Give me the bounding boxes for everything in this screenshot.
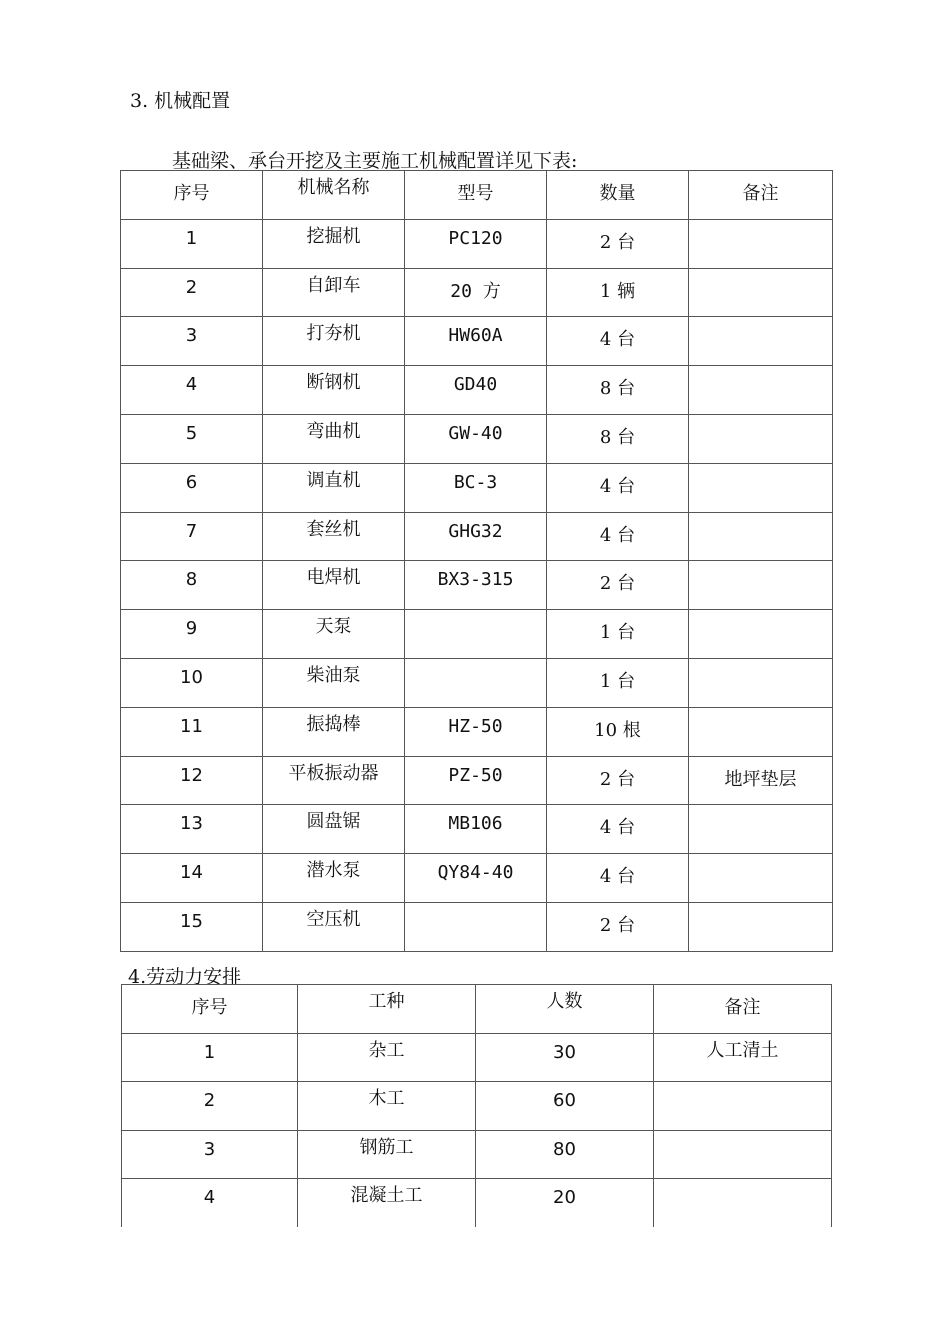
trade-name-cell: [298, 1179, 476, 1228]
row-number-cell: [121, 512, 263, 561]
table-row: [121, 561, 833, 610]
row-number: 4: [203, 1187, 216, 1208]
machine-note-cell: [689, 902, 833, 951]
column-header: 型号: [405, 171, 547, 220]
machine-quantity-cell: [547, 414, 689, 463]
table-row: [121, 268, 833, 317]
table-row: [122, 1082, 832, 1131]
machine-note: [689, 269, 832, 277]
machine-name-cell: [263, 756, 405, 805]
worker-count-cell: [476, 1082, 654, 1131]
row-number: 4: [185, 374, 198, 396]
machine-name: 振捣棒: [306, 713, 361, 735]
table-row: [121, 366, 833, 415]
machine-note-cell: [689, 707, 833, 756]
machine-note-cell: [689, 658, 833, 707]
labor-note: [654, 1179, 831, 1181]
machine-note: [689, 415, 832, 423]
column-header: 序号: [122, 985, 298, 1034]
row-number-cell: [121, 366, 263, 415]
table-row: [121, 902, 833, 951]
row-number: 1: [203, 1041, 216, 1063]
machine-quantity-cell: [547, 268, 689, 317]
machine-name-cell: [263, 854, 405, 903]
machine-note: 地坪垫层: [724, 768, 797, 790]
row-number-cell: [122, 1033, 298, 1082]
labor-note: 人工清土: [706, 1039, 779, 1061]
machine-name-cell: [263, 902, 405, 951]
worker-count-cell: [476, 1033, 654, 1082]
row-number-cell: [121, 756, 263, 805]
machine-model-cell: [405, 658, 547, 707]
machine-note-cell: [689, 854, 833, 903]
machine-model: GW-40: [448, 422, 503, 444]
row-number-cell: [122, 1082, 298, 1131]
column-header: 备注: [654, 985, 832, 1034]
worker-count-cell: [476, 1130, 654, 1179]
worker-count: 80: [553, 1138, 576, 1160]
machine-name: 柴油泵: [306, 664, 361, 686]
table-row: [121, 219, 833, 268]
machine-quantity-cell: [547, 805, 689, 854]
machine-quantity-cell: [547, 561, 689, 610]
machine-note: [689, 659, 832, 667]
machine-quantity-cell: [547, 902, 689, 951]
machine-quantity: 8 台: [599, 426, 636, 448]
machine-quantity: 4 台: [599, 817, 636, 839]
row-number: 3: [185, 325, 198, 347]
machine-model-cell: [405, 463, 547, 512]
table-row: [121, 317, 833, 366]
row-number-cell: [122, 1130, 298, 1179]
machine-model-cell: [405, 610, 547, 659]
row-number-cell: [121, 707, 263, 756]
row-number-cell: [121, 854, 263, 903]
worker-count: 30: [553, 1041, 576, 1063]
machine-name: 天泵: [315, 616, 352, 638]
machine-model: [405, 659, 546, 667]
section-heading-machinery: 3. 机械配置: [130, 90, 231, 112]
machine-quantity-cell: [547, 463, 689, 512]
machine-name: 弯曲机: [306, 420, 361, 442]
machine-model: MB106: [448, 813, 503, 835]
machine-name: 圆盘锯: [306, 811, 361, 833]
machine-name-cell: [263, 512, 405, 561]
machine-quantity: 4 台: [599, 866, 636, 888]
machine-name-cell: [263, 463, 405, 512]
row-number: 11: [180, 715, 203, 737]
row-number-cell: [121, 463, 263, 512]
machine-quantity: 2 台: [599, 768, 636, 790]
machine-name: 自卸车: [306, 274, 361, 296]
table-row: [121, 658, 833, 707]
machine-model: PZ-50: [448, 764, 503, 786]
machine-name-cell: [263, 658, 405, 707]
row-number-cell: [121, 805, 263, 854]
column-header: 人数: [476, 985, 654, 1034]
machine-name: 打夯机: [306, 323, 361, 345]
machine-model-cell: [405, 317, 547, 366]
machine-note-cell: [689, 219, 833, 268]
row-number-cell: [121, 268, 263, 317]
machine-quantity-cell: [547, 512, 689, 561]
labor-note-cell: [654, 1130, 832, 1179]
worker-count: 20: [553, 1187, 576, 1208]
row-number: 14: [180, 862, 203, 884]
trade-name: 混凝土工: [350, 1185, 423, 1206]
machinery-table: [120, 170, 833, 952]
machine-model: [405, 903, 546, 911]
machine-quantity: 4 台: [599, 475, 636, 497]
machine-quantity: 2 台: [599, 914, 636, 936]
machine-name-cell: [263, 414, 405, 463]
row-number-cell: [121, 219, 263, 268]
row-number-cell: [121, 414, 263, 463]
machine-note-cell: [689, 561, 833, 610]
row-number-cell: [121, 317, 263, 366]
trade-name: 钢筋工: [359, 1136, 414, 1158]
labor-table: [121, 984, 832, 1227]
column-header: 数量: [547, 171, 689, 220]
machine-note: [689, 513, 832, 521]
machine-name: 断钢机: [306, 372, 361, 394]
machine-note-cell: [689, 512, 833, 561]
machine-note: [689, 220, 832, 228]
row-number: 2: [203, 1090, 216, 1111]
machine-note: [689, 708, 832, 716]
machine-note: [689, 903, 832, 911]
column-header: 工种: [298, 985, 476, 1034]
machine-note: [689, 805, 832, 813]
machine-quantity-cell: [547, 756, 689, 805]
machine-note-cell: [689, 463, 833, 512]
machine-note: [689, 854, 832, 862]
trade-name-cell: [298, 1033, 476, 1082]
machine-note-cell: [689, 366, 833, 415]
trade-name-cell: [298, 1130, 476, 1179]
machine-model-cell: [405, 805, 547, 854]
row-number: 2: [185, 276, 198, 298]
table-row: [122, 1179, 832, 1228]
section-heading-labor: 4.劳动力安排: [128, 966, 242, 988]
trade-name: 木工: [368, 1088, 405, 1109]
machine-note: [689, 464, 832, 472]
machine-quantity-cell: [547, 317, 689, 366]
row-number: 12: [180, 764, 203, 786]
machine-model-cell: [405, 561, 547, 610]
row-number: 1: [185, 227, 198, 249]
machine-quantity-cell: [547, 366, 689, 415]
machine-note-cell: [689, 414, 833, 463]
machine-quantity: 2 台: [599, 231, 636, 253]
machine-quantity: 10 根: [594, 719, 641, 741]
machine-model: GD40: [453, 374, 498, 396]
row-number: 10: [180, 666, 203, 688]
machinery-intro-text: 基础梁、承台开挖及主要施工机械配置详见下表:: [172, 150, 578, 172]
machine-quantity-cell: [547, 219, 689, 268]
machine-name-cell: [263, 610, 405, 659]
machine-note: [689, 317, 832, 325]
machine-model-cell: [405, 512, 547, 561]
machine-quantity: 1 台: [599, 670, 636, 692]
machine-note-cell: [689, 756, 833, 805]
machine-model-cell: [405, 268, 547, 317]
column-header: 备注: [689, 171, 833, 220]
labor-note-cell: [654, 1082, 832, 1131]
machine-model: HZ-50: [448, 715, 503, 737]
trade-name-cell: [298, 1082, 476, 1131]
machine-quantity: 4 台: [599, 329, 636, 351]
machine-name-cell: [263, 317, 405, 366]
machine-model-cell: [405, 902, 547, 951]
row-number-cell: [122, 1179, 298, 1228]
row-number: 3: [203, 1138, 216, 1160]
machine-note-cell: [689, 317, 833, 366]
table-row: [121, 463, 833, 512]
machine-note: [689, 366, 832, 374]
row-number: 5: [185, 422, 198, 444]
machine-model: BC-3: [453, 471, 498, 493]
machine-model-cell: [405, 854, 547, 903]
machine-name: 潜水泵: [306, 860, 361, 882]
machine-name: 空压机: [306, 908, 361, 930]
table-row: [121, 756, 833, 805]
machine-quantity: 4 台: [599, 524, 636, 546]
machine-name: 挖掘机: [306, 225, 361, 247]
row-number: 8: [185, 569, 198, 591]
machine-model: [405, 610, 546, 618]
table-header-row: [121, 171, 833, 220]
machine-quantity-cell: [547, 707, 689, 756]
trade-name: 杂工: [368, 1039, 405, 1061]
machine-model-cell: [405, 756, 547, 805]
row-number-cell: [121, 561, 263, 610]
row-number: 15: [180, 910, 203, 932]
machine-note: [689, 561, 832, 569]
row-number: 7: [185, 520, 198, 542]
machine-quantity-cell: [547, 658, 689, 707]
machine-note-cell: [689, 610, 833, 659]
machine-model: BX3-315: [437, 569, 514, 591]
row-number: 9: [185, 618, 198, 640]
machine-model: QY84-40: [437, 862, 514, 884]
machine-name-cell: [263, 805, 405, 854]
machine-model: PC120: [448, 227, 503, 249]
machine-quantity-cell: [547, 610, 689, 659]
machine-name-cell: [263, 707, 405, 756]
machine-model-cell: [405, 366, 547, 415]
machine-note-cell: [689, 805, 833, 854]
machine-model-cell: [405, 707, 547, 756]
labor-note-cell: [654, 1179, 832, 1228]
machine-name: 调直机: [306, 469, 361, 491]
table-row: [122, 1130, 832, 1179]
machine-quantity: 2 台: [599, 573, 636, 595]
table-row: [121, 805, 833, 854]
machine-model: HW60A: [448, 325, 503, 347]
row-number-cell: [121, 610, 263, 659]
machine-name: 电焊机: [306, 567, 361, 589]
row-number-cell: [121, 902, 263, 951]
machine-name-cell: [263, 561, 405, 610]
machine-quantity: 8 台: [599, 378, 636, 400]
machine-quantity-cell: [547, 854, 689, 903]
labor-note-cell: [654, 1033, 832, 1082]
machine-name-cell: [263, 219, 405, 268]
machine-note-cell: [689, 268, 833, 317]
column-header: 序号: [121, 171, 263, 220]
table-row: [121, 610, 833, 659]
machine-name: 平板振动器: [288, 762, 379, 784]
machine-model: GHG32: [448, 520, 503, 542]
table-row: [121, 707, 833, 756]
machine-quantity: 1 台: [599, 622, 636, 644]
machine-note: [689, 610, 832, 618]
machine-name-cell: [263, 268, 405, 317]
machine-quantity: 1 辆: [599, 280, 636, 302]
table-row: [121, 414, 833, 463]
row-number: 6: [185, 471, 198, 493]
worker-count: 60: [553, 1090, 576, 1111]
labor-note: [654, 1131, 831, 1133]
row-number: 13: [180, 813, 203, 835]
worker-count-cell: [476, 1179, 654, 1228]
machine-model-cell: [405, 414, 547, 463]
machine-name-cell: [263, 366, 405, 415]
machine-model: 20 方: [450, 280, 501, 302]
table-row: [122, 1033, 832, 1082]
table-header-row: [122, 985, 832, 1034]
column-header: 机械名称: [263, 171, 405, 220]
labor-note: [654, 1082, 831, 1084]
machine-name: 套丝机: [306, 518, 361, 540]
row-number-cell: [121, 658, 263, 707]
machine-model-cell: [405, 219, 547, 268]
table-row: [121, 854, 833, 903]
table-row: [121, 512, 833, 561]
